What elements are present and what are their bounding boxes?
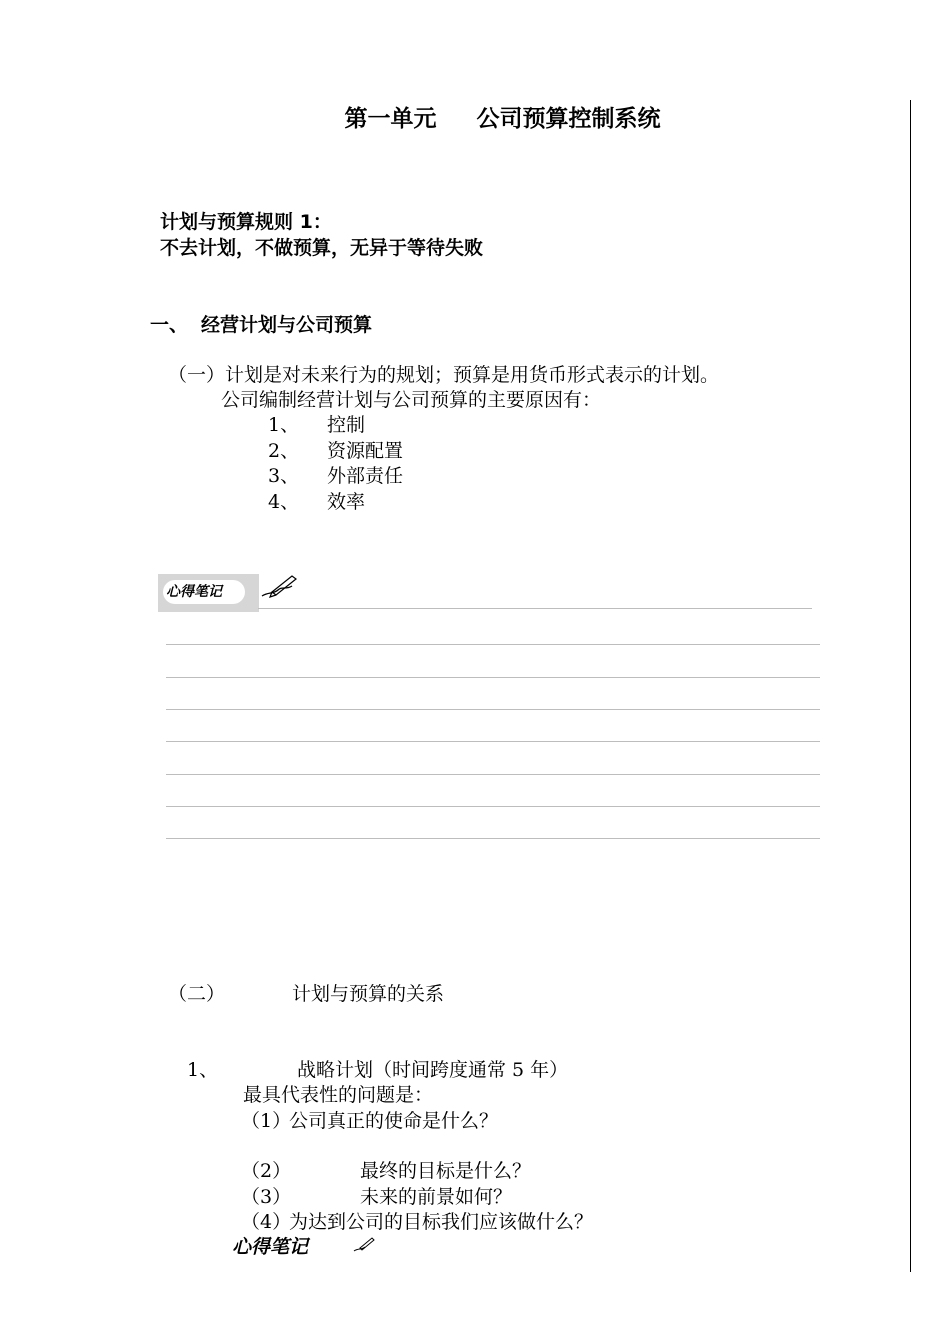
notes-line (258, 608, 812, 609)
pen-writing-icon (352, 1236, 376, 1254)
question-num: （2） (241, 1160, 292, 1182)
notes2-label: 心得笔记 (232, 1236, 309, 1258)
question-text: 最终的目标是什么？ (360, 1160, 532, 1182)
section2-intro: 最具代表性的问题是： (243, 1084, 434, 1106)
section2-item1-num: 1、 (187, 1059, 219, 1081)
notes-line (166, 709, 820, 710)
notes-label: 心得笔记 (163, 580, 245, 604)
rule-text: 不去计划，不做预算，无异于等待失败 (160, 237, 484, 259)
question-num: （4） (241, 1211, 292, 1233)
list-item-num: 1、 (268, 414, 300, 436)
question-num: （3） (241, 1186, 292, 1208)
notes-line (166, 741, 820, 742)
pen-writing-icon (258, 574, 298, 602)
question-text: 为达到公司的目标我们应该做什么？ (289, 1211, 594, 1233)
notes-line (166, 774, 820, 775)
notes-line (166, 806, 820, 807)
section1-number: 一、 (150, 314, 189, 336)
question-text: 公司真正的使命是什么？ (289, 1110, 499, 1132)
rule-heading: 计划与预算规则 1： (160, 211, 332, 233)
list-item-text: 资源配置 (327, 440, 404, 462)
list-item-text: 控制 (327, 414, 366, 436)
question-num: （1） (241, 1110, 292, 1132)
question-text: 未来的前景如何？ (360, 1186, 513, 1208)
section2-number: （二） (168, 983, 226, 1005)
notes-line (166, 677, 820, 678)
notes-line (166, 838, 820, 839)
title-subject: 公司预算控制系统 (476, 106, 661, 132)
title-unit: 第一单元 (344, 106, 437, 132)
list-item-num: 2、 (268, 440, 300, 462)
list-item-num: 4、 (268, 491, 300, 513)
notes-line (166, 644, 820, 645)
section1-heading: 经营计划与公司预算 (201, 314, 373, 336)
list-item-text: 效率 (327, 491, 366, 513)
right-margin-rule (910, 100, 911, 1272)
list-item-num: 3、 (268, 465, 300, 487)
section2-heading: 计划与预算的关系 (292, 983, 445, 1005)
section1-para2: 公司编制经营计划与公司预算的主要原因有： (221, 389, 602, 411)
section1-para1: （一）计划是对未来行为的规划；预算是用货币形式表示的计划。 (168, 364, 720, 386)
section2-item1-text: 战略计划（时间跨度通常 5 年） (297, 1059, 569, 1081)
list-item-text: 外部责任 (327, 465, 404, 487)
page-title (0, 100, 950, 133)
